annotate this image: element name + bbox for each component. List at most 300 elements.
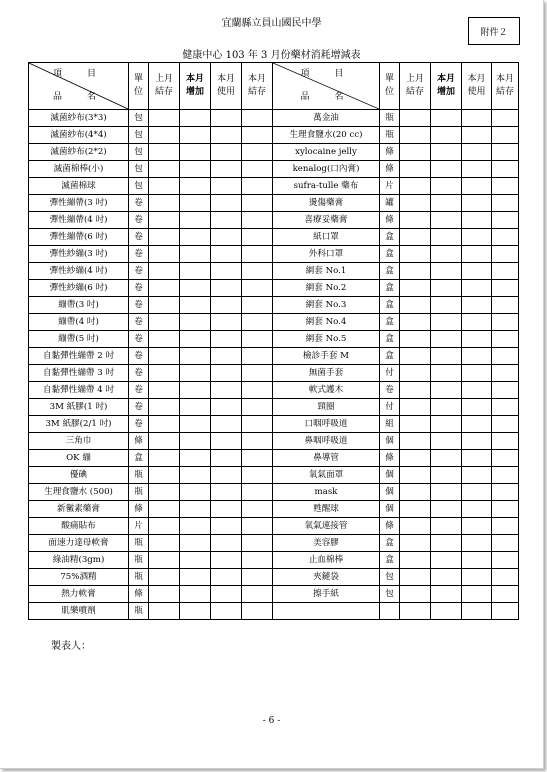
right-increase-cell [431, 416, 462, 433]
left-used-cell [211, 467, 242, 484]
left-balance-cell [242, 586, 273, 603]
left-increase-cell [180, 246, 211, 263]
left-balance-cell [242, 603, 273, 620]
right-prev-stock-cell [400, 399, 431, 416]
left-used-cell [211, 331, 242, 348]
left-balance-cell [242, 467, 273, 484]
table-row [29, 518, 519, 535]
left-balance-cell [242, 297, 273, 314]
right-prev-stock-cell [400, 263, 431, 280]
left-prev-stock-cell [149, 110, 180, 127]
left-balance-cell [242, 450, 273, 467]
table-row [29, 331, 519, 348]
right-used-cell [462, 382, 492, 399]
item-header-label: 項 目 [52, 69, 104, 79]
right-item-unit: 個 [380, 501, 400, 518]
left-prev-stock-cell [149, 501, 180, 518]
left-item-name: 滅菌棉棒(小) [29, 161, 129, 178]
left-item-name: 滅菌紗布(4*4) [29, 127, 129, 144]
used-header: 本月 使用 [211, 63, 242, 110]
left-item-name: 繃帶(4 吋) [29, 314, 129, 331]
left-increase-cell [180, 433, 211, 450]
left-used-cell [211, 195, 242, 212]
right-item-unit: 個 [380, 467, 400, 484]
right-increase-cell [431, 552, 462, 569]
left-increase-cell [180, 314, 211, 331]
left-increase-cell [180, 399, 211, 416]
left-used-cell [211, 297, 242, 314]
item-header-label: 項 目 [300, 69, 352, 79]
right-balance-cell [492, 467, 519, 484]
right-item-name: 甦醒球 [273, 501, 380, 518]
table-row [29, 535, 519, 552]
left-used-cell [211, 314, 242, 331]
left-item-name: 彈性繃帶(6 吋) [29, 229, 129, 246]
right-prev-stock-cell [400, 348, 431, 365]
left-used-cell [211, 399, 242, 416]
left-balance-cell [242, 416, 273, 433]
left-item-name: 3M 紙膠(2/1 吋) [29, 416, 129, 433]
right-item-name: 網套 No.1 [273, 263, 380, 280]
left-used-cell [211, 416, 242, 433]
right-balance-cell [492, 450, 519, 467]
left-item-name: 滅菌棉球 [29, 178, 129, 195]
table-row [29, 382, 519, 399]
right-prev-stock-cell [400, 178, 431, 195]
right-balance-cell [492, 552, 519, 569]
right-prev-stock-cell [400, 518, 431, 535]
right-used-cell [462, 229, 492, 246]
left-balance-cell [242, 535, 273, 552]
right-prev-stock-cell [400, 297, 431, 314]
right-increase-cell [431, 314, 462, 331]
right-prev-stock-cell [400, 127, 431, 144]
increase-header: 本月 增加 [180, 63, 211, 110]
unit-header: 單 位 [129, 63, 149, 110]
right-increase-cell [431, 229, 462, 246]
left-item-name: 生理食鹽水 (500) [29, 484, 129, 501]
right-increase-cell [431, 450, 462, 467]
item-header-left [29, 63, 129, 110]
right-item-name: 無菌手套 [273, 365, 380, 382]
left-item-name: 自黏彈性繃帶 2 吋 [29, 348, 129, 365]
right-balance-cell [492, 603, 519, 620]
right-item-unit: 盒 [380, 229, 400, 246]
right-prev-stock-cell [400, 144, 431, 161]
right-used-cell [462, 569, 492, 586]
right-balance-cell [492, 263, 519, 280]
right-used-cell [462, 110, 492, 127]
name-header-label: 品 名 [300, 91, 352, 102]
right-item-unit: 個 [380, 484, 400, 501]
right-increase-cell [431, 178, 462, 195]
right-item-name: 美容膠 [273, 535, 380, 552]
left-increase-cell [180, 331, 211, 348]
table-row [29, 450, 519, 467]
left-item-unit: 卷 [129, 246, 149, 263]
right-item-name [273, 603, 380, 620]
unit-header: 單 位 [380, 63, 400, 110]
prev-stock-header: 上月 結存 [149, 63, 180, 110]
left-item-name: 酸痛貼布 [29, 518, 129, 535]
left-prev-stock-cell [149, 195, 180, 212]
left-prev-stock-cell [149, 263, 180, 280]
left-prev-stock-cell [149, 229, 180, 246]
right-prev-stock-cell [400, 280, 431, 297]
right-balance-cell [492, 161, 519, 178]
right-item-unit: 盒 [380, 280, 400, 297]
right-balance-cell [492, 195, 519, 212]
left-balance-cell [242, 263, 273, 280]
right-prev-stock-cell [400, 501, 431, 518]
right-item-name: 擦手紙 [273, 586, 380, 603]
right-used-cell [462, 127, 492, 144]
right-prev-stock-cell [400, 535, 431, 552]
right-balance-cell [492, 178, 519, 195]
item-header-right [273, 63, 380, 110]
right-increase-cell [431, 144, 462, 161]
right-item-name: 網套 No.4 [273, 314, 380, 331]
right-item-unit: 盒 [380, 263, 400, 280]
left-item-name: 自黏彈性繃帶 3 吋 [29, 365, 129, 382]
left-used-cell [211, 518, 242, 535]
right-item-unit: 盒 [380, 348, 400, 365]
table-row [29, 314, 519, 331]
left-increase-cell [180, 212, 211, 229]
left-used-cell [211, 348, 242, 365]
table-row [29, 161, 519, 178]
right-balance-cell [492, 314, 519, 331]
left-item-name: 綠油精(3gm) [29, 552, 129, 569]
right-item-name: 鼻導管 [273, 450, 380, 467]
right-item-unit: 盒 [380, 314, 400, 331]
left-used-cell [211, 263, 242, 280]
left-used-cell [211, 484, 242, 501]
left-increase-cell [180, 501, 211, 518]
left-item-unit: 片 [129, 518, 149, 535]
right-balance-cell [492, 518, 519, 535]
table-row [29, 195, 519, 212]
left-increase-cell [180, 603, 211, 620]
left-balance-cell [242, 331, 273, 348]
table-row [29, 127, 519, 144]
left-item-unit: 瓶 [129, 484, 149, 501]
left-increase-cell [180, 365, 211, 382]
right-increase-cell [431, 246, 462, 263]
left-increase-cell [180, 161, 211, 178]
right-prev-stock-cell [400, 552, 431, 569]
left-increase-cell [180, 127, 211, 144]
left-prev-stock-cell [149, 399, 180, 416]
left-used-cell [211, 603, 242, 620]
left-used-cell [211, 569, 242, 586]
right-balance-cell [492, 229, 519, 246]
left-item-name: 滅菌紗布(2*2) [29, 144, 129, 161]
right-item-name: 燙傷藥膏 [273, 195, 380, 212]
left-item-name: 面速力達母軟膏 [29, 535, 129, 552]
left-prev-stock-cell [149, 552, 180, 569]
left-item-unit: 卷 [129, 399, 149, 416]
left-increase-cell [180, 467, 211, 484]
prepared-by-label: 製表人： [51, 641, 91, 652]
right-balance-cell [492, 535, 519, 552]
right-item-name: 止血棉棒 [273, 552, 380, 569]
right-increase-cell [431, 280, 462, 297]
right-balance-cell [492, 569, 519, 586]
right-used-cell [462, 467, 492, 484]
right-item-name: 網套 No.5 [273, 331, 380, 348]
left-prev-stock-cell [149, 280, 180, 297]
right-prev-stock-cell [400, 161, 431, 178]
left-increase-cell [180, 229, 211, 246]
right-item-unit: 付 [380, 399, 400, 416]
right-item-name: 氧氣連接管 [273, 518, 380, 535]
left-item-unit: 條 [129, 433, 149, 450]
left-balance-cell [242, 212, 273, 229]
right-increase-cell [431, 263, 462, 280]
right-prev-stock-cell [400, 603, 431, 620]
left-item-unit: 卷 [129, 212, 149, 229]
left-increase-cell [180, 484, 211, 501]
left-item-unit: 條 [129, 586, 149, 603]
right-used-cell [462, 518, 492, 535]
left-increase-cell [180, 382, 211, 399]
right-increase-cell [431, 297, 462, 314]
right-balance-cell [492, 144, 519, 161]
right-used-cell [462, 314, 492, 331]
left-item-name: 75%酒精 [29, 569, 129, 586]
left-item-unit: 瓶 [129, 552, 149, 569]
left-prev-stock-cell [149, 365, 180, 382]
right-item-unit: 卷 [380, 382, 400, 399]
right-item-name: 萬金油 [273, 110, 380, 127]
table-row [29, 144, 519, 161]
right-item-name: 網套 No.2 [273, 280, 380, 297]
left-balance-cell [242, 144, 273, 161]
left-used-cell [211, 501, 242, 518]
right-balance-cell [492, 433, 519, 450]
right-used-cell [462, 433, 492, 450]
right-increase-cell [431, 501, 462, 518]
right-item-name: 軟式護木 [273, 382, 380, 399]
left-item-unit: 瓶 [129, 467, 149, 484]
left-prev-stock-cell [149, 450, 180, 467]
right-increase-cell [431, 382, 462, 399]
left-item-unit: 卷 [129, 263, 149, 280]
right-used-cell [462, 586, 492, 603]
left-item-name: 自黏彈性繃帶 4 吋 [29, 382, 129, 399]
left-item-unit: 包 [129, 127, 149, 144]
left-prev-stock-cell [149, 297, 180, 314]
right-increase-cell [431, 110, 462, 127]
left-increase-cell [180, 178, 211, 195]
left-increase-cell [180, 263, 211, 280]
right-item-name: sufra-tulle 藥布 [273, 178, 380, 195]
left-balance-cell [242, 399, 273, 416]
left-balance-cell [242, 280, 273, 297]
left-used-cell [211, 280, 242, 297]
right-used-cell [462, 399, 492, 416]
supplies-table [28, 62, 519, 620]
table-row [29, 178, 519, 195]
left-balance-cell [242, 433, 273, 450]
left-increase-cell [180, 569, 211, 586]
left-item-unit: 包 [129, 110, 149, 127]
right-item-unit: 盒 [380, 535, 400, 552]
left-prev-stock-cell [149, 433, 180, 450]
right-item-unit: 包 [380, 569, 400, 586]
left-item-unit: 卷 [129, 229, 149, 246]
right-balance-cell [492, 484, 519, 501]
right-prev-stock-cell [400, 416, 431, 433]
left-used-cell [211, 535, 242, 552]
left-balance-cell [242, 178, 273, 195]
right-item-unit: 條 [380, 518, 400, 535]
right-increase-cell [431, 212, 462, 229]
right-prev-stock-cell [400, 382, 431, 399]
left-prev-stock-cell [149, 178, 180, 195]
table-row [29, 229, 519, 246]
right-item-unit: 瓶 [380, 110, 400, 127]
right-item-unit: 付 [380, 365, 400, 382]
left-item-name: 彈性繃帶(4 吋) [29, 212, 129, 229]
left-item-unit: 包 [129, 161, 149, 178]
right-increase-cell [431, 586, 462, 603]
left-item-unit: 條 [129, 501, 149, 518]
form-title: 健康中心 103 年 3 月份藥材消耗增減表 [182, 50, 361, 61]
right-item-name: 鼻咽呼吸道 [273, 433, 380, 450]
left-used-cell [211, 433, 242, 450]
right-increase-cell [431, 535, 462, 552]
left-used-cell [211, 144, 242, 161]
right-prev-stock-cell [400, 467, 431, 484]
left-increase-cell [180, 535, 211, 552]
left-item-name: 肌樂噴劑 [29, 603, 129, 620]
right-item-unit: 條 [380, 212, 400, 229]
left-prev-stock-cell [149, 484, 180, 501]
left-item-unit: 包 [129, 178, 149, 195]
right-balance-cell [492, 586, 519, 603]
left-increase-cell [180, 195, 211, 212]
right-balance-cell [492, 365, 519, 382]
table-row [29, 348, 519, 365]
left-used-cell [211, 552, 242, 569]
right-increase-cell [431, 569, 462, 586]
table-row [29, 569, 519, 586]
left-item-unit: 瓶 [129, 535, 149, 552]
left-item-name: 彈性紗繃(3 吋) [29, 246, 129, 263]
right-item-name: 外科口罩 [273, 246, 380, 263]
right-increase-cell [431, 433, 462, 450]
right-used-cell [462, 365, 492, 382]
left-prev-stock-cell [149, 416, 180, 433]
left-item-unit: 卷 [129, 348, 149, 365]
right-increase-cell [431, 331, 462, 348]
right-item-name: 紙口罩 [273, 229, 380, 246]
right-increase-cell [431, 518, 462, 535]
right-item-name: 夾鏈袋 [273, 569, 380, 586]
right-item-unit [380, 603, 400, 620]
left-balance-cell [242, 552, 273, 569]
right-balance-cell [492, 110, 519, 127]
right-used-cell [462, 501, 492, 518]
right-used-cell [462, 297, 492, 314]
left-balance-cell [242, 365, 273, 382]
used-header: 本月 使用 [462, 63, 492, 110]
left-used-cell [211, 127, 242, 144]
table-header-row [29, 63, 519, 110]
right-prev-stock-cell [400, 586, 431, 603]
left-item-name: 優碘 [29, 467, 129, 484]
left-balance-cell [242, 161, 273, 178]
left-prev-stock-cell [149, 127, 180, 144]
table-row [29, 263, 519, 280]
right-increase-cell [431, 348, 462, 365]
table-row [29, 484, 519, 501]
left-used-cell [211, 365, 242, 382]
table-row [29, 297, 519, 314]
left-increase-cell [180, 144, 211, 161]
right-increase-cell [431, 195, 462, 212]
right-prev-stock-cell [400, 246, 431, 263]
right-prev-stock-cell [400, 433, 431, 450]
left-prev-stock-cell [149, 144, 180, 161]
left-balance-cell [242, 518, 273, 535]
right-used-cell [462, 450, 492, 467]
school-name: 宜蘭縣立員山國民中學 [221, 18, 322, 29]
table-row [29, 110, 519, 127]
right-prev-stock-cell [400, 484, 431, 501]
right-used-cell [462, 178, 492, 195]
name-header-label: 品 名 [52, 91, 104, 102]
right-used-cell [462, 416, 492, 433]
left-prev-stock-cell [149, 569, 180, 586]
left-item-name: 滅菌紗布(3*3) [29, 110, 129, 127]
right-item-unit: 條 [380, 144, 400, 161]
right-prev-stock-cell [400, 314, 431, 331]
page-number: - 6 - [262, 716, 281, 726]
right-prev-stock-cell [400, 450, 431, 467]
left-used-cell [211, 212, 242, 229]
left-increase-cell [180, 518, 211, 535]
table-row [29, 416, 519, 433]
right-balance-cell [492, 127, 519, 144]
left-increase-cell [180, 416, 211, 433]
right-used-cell [462, 212, 492, 229]
left-increase-cell [180, 552, 211, 569]
left-increase-cell [180, 110, 211, 127]
right-item-unit: 組 [380, 416, 400, 433]
left-used-cell [211, 110, 242, 127]
right-increase-cell [431, 161, 462, 178]
right-item-name: 頸圈 [273, 399, 380, 416]
right-balance-cell [492, 212, 519, 229]
right-balance-cell [492, 348, 519, 365]
increase-header: 本月 增加 [431, 63, 462, 110]
left-item-name: 彈性紗繃(4 吋) [29, 263, 129, 280]
left-item-unit: 卷 [129, 416, 149, 433]
balance-header: 本月 結存 [492, 63, 519, 110]
left-prev-stock-cell [149, 518, 180, 535]
right-item-name: kenalog(口內膏) [273, 161, 380, 178]
left-balance-cell [242, 110, 273, 127]
right-item-unit: 盒 [380, 246, 400, 263]
left-item-unit: 卷 [129, 280, 149, 297]
left-balance-cell [242, 127, 273, 144]
left-increase-cell [180, 450, 211, 467]
left-item-unit: 盒 [129, 450, 149, 467]
prev-stock-header: 上月 結存 [400, 63, 431, 110]
